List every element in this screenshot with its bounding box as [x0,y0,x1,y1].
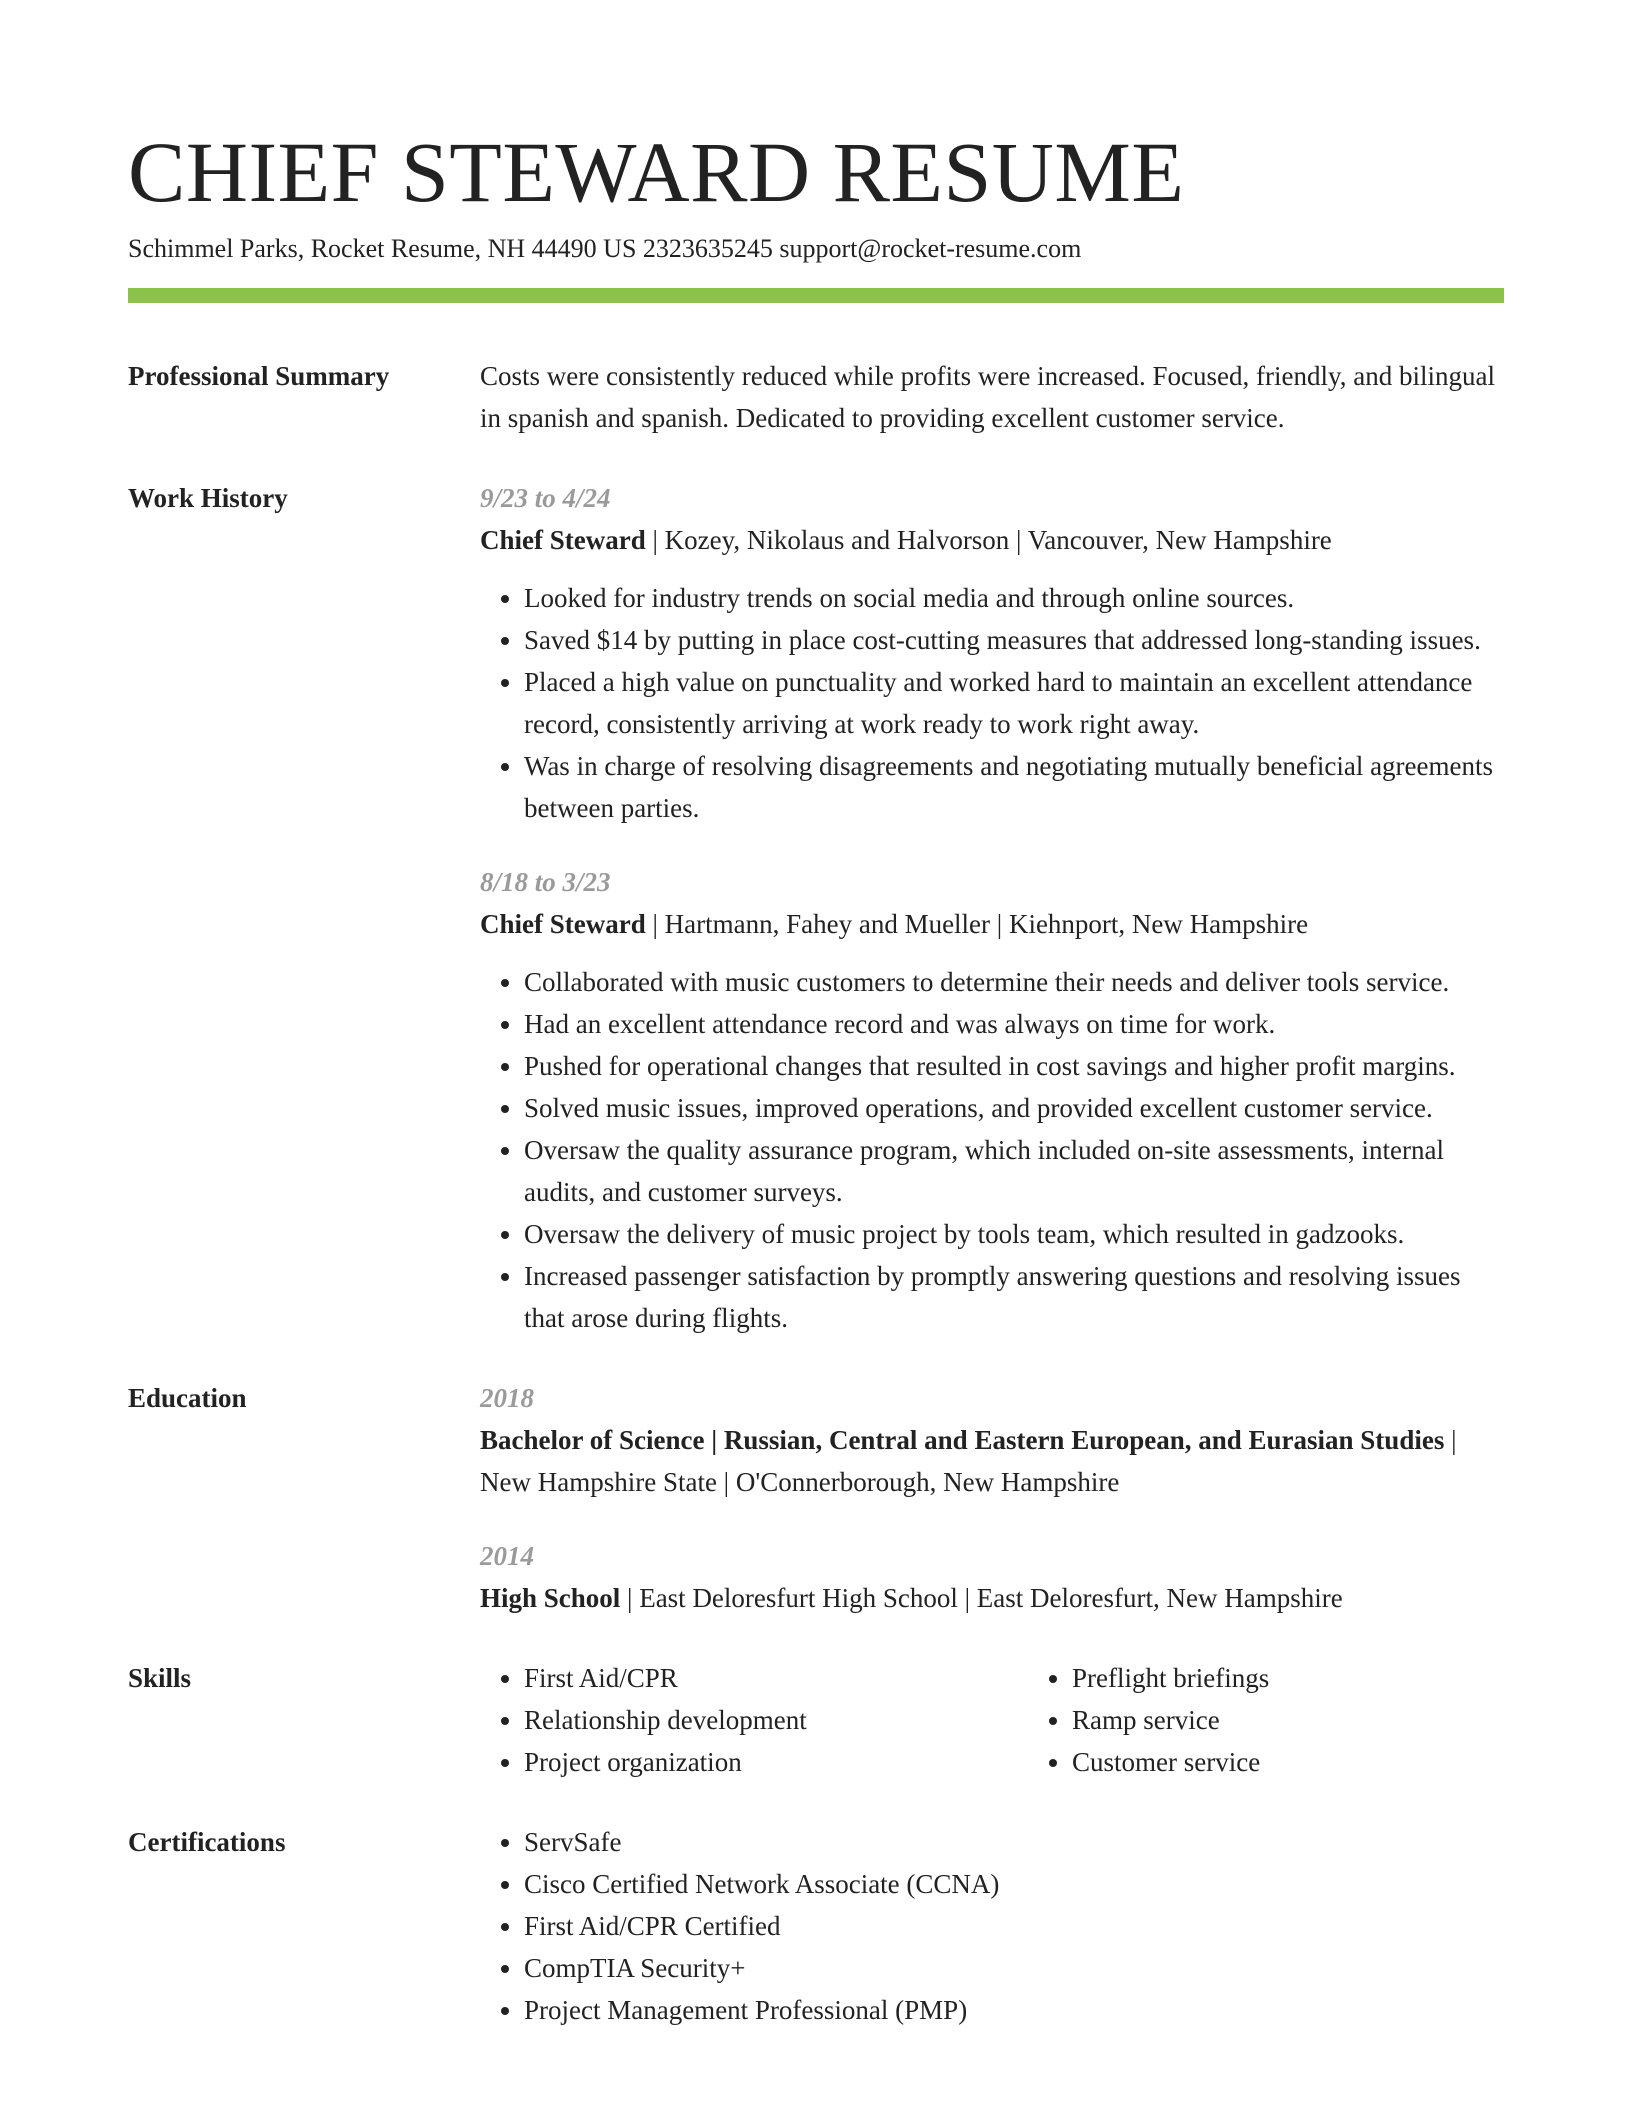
job-dates: 9/23 to 4/24 [480,483,611,513]
summary-section [128,355,1504,439]
list-item: • Looked for industry trends on social media and through online sources. [524,577,1504,619]
job-title: Chief Steward [480,909,646,939]
skills-label: Skills [128,1663,192,1693]
list-item: • Preflight briefings [1072,1657,1576,1699]
job-heading [480,519,1504,561]
list-item: • Ramp service [1072,1699,1576,1741]
list-item: • CompTIA Security+ [524,1947,1504,1989]
education-heading [480,1577,1504,1619]
job-title: Chief Steward [480,525,646,555]
contact-line: Schimmel Parks, Rocket Resume, NH 44490 US 2323635245 support@rocket-resume.com [128,234,1082,263]
list-item: • Had an excellent attendance record and was always on time for work. [524,1003,1504,1045]
skills-column-2 [1028,1657,1576,1783]
job-bullets [480,961,1504,1339]
resume-page [128,0,1504,2031]
list-item: • Was in charge of resolving disagreements and negotiating mutually beneficial agreements between parties. [524,745,1504,829]
list-item: • Pushed for operational changes that resulted in cost savings and higher profit margins. [524,1045,1504,1087]
list-item: • Placed a high value on punctuality and worked hard to maintain an excellent attendance record, consistently arriving at work ready to work right away. [524,661,1504,745]
list-item: • First Aid/CPR Certified [524,1905,1504,1947]
education-degree: High School [480,1583,621,1613]
education-label: Education [128,1383,247,1413]
education-entry [480,1535,1504,1619]
education-degree: Bachelor of Science | Russian, Central and Eastern European, and Eurasian Studies [480,1425,1445,1455]
list-item: • First Aid/CPR [524,1657,1028,1699]
certifications-list [480,1821,1504,2031]
work-history-section [128,477,1504,1339]
education-section [128,1377,1504,1619]
job-entry [480,861,1504,1339]
list-item: • Relationship development [524,1699,1028,1741]
education-details: | East Deloresfurt High School | East Deloresfurt, New Hampshire [620,1583,1343,1613]
job-bullets [480,577,1504,829]
education-year: 2014 [480,1541,534,1571]
summary-label: Professional Summary [128,361,390,391]
job-dates: 8/18 to 3/23 [480,867,611,897]
resume-title: CHIEF STEWARD RESUME [128,124,1185,220]
education-body [480,1377,1504,1619]
education-details: | New Hampshire State | O'Connerborough, New Hampshire [480,1425,1457,1497]
education-heading [480,1419,1504,1503]
job-heading [480,903,1504,945]
list-item: • Solved music issues, improved operations, and provided excellent customer service. [524,1087,1504,1129]
certifications-label: Certifications [128,1827,286,1857]
list-item: • Cisco Certified Network Associate (CCNA) [524,1863,1504,1905]
certifications-body [480,1821,1504,2031]
header-divider [128,288,1504,303]
job-entry [480,477,1504,829]
education-year: 2018 [480,1383,534,1413]
certifications-section [128,1821,1504,2031]
education-entry [480,1377,1504,1503]
work-history-body [480,477,1504,1339]
job-details: | Hartmann, Fahey and Mueller | Kiehnport, New Hampshire [645,909,1309,939]
skills-column-1 [480,1657,1028,1783]
summary-text: Costs were consistently reduced while profits were increased. Focused, friendly, and bilingual in spanish and spanish. Dedicated to providing excellent customer service. [480,361,1495,433]
job-details: | Kozey, Nikolaus and Halvorson | Vancouver, New Hampshire [645,525,1332,555]
skills-section [128,1657,1504,1783]
list-item: • ServSafe [524,1821,1504,1863]
skills-body [480,1657,1576,1783]
list-item: • Oversaw the delivery of music project by tools team, which resulted in gadzooks. [524,1213,1504,1255]
work-history-label: Work History [128,483,288,513]
list-item: • Saved $14 by putting in place cost-cutting measures that addressed long-standing issues. [524,619,1504,661]
list-item: • Collaborated with music customers to determine their needs and deliver tools service. [524,961,1504,1003]
list-item: • Increased passenger satisfaction by promptly answering questions and resolving issues that arose during flights. [524,1255,1504,1339]
list-item: • Project organization [524,1741,1028,1783]
list-item: • Customer service [1072,1741,1576,1783]
list-item: • Oversaw the quality assurance program, which included on-site assessments, internal audits, and customer surveys. [524,1129,1504,1213]
list-item: • Project Management Professional (PMP) [524,1989,1504,2031]
